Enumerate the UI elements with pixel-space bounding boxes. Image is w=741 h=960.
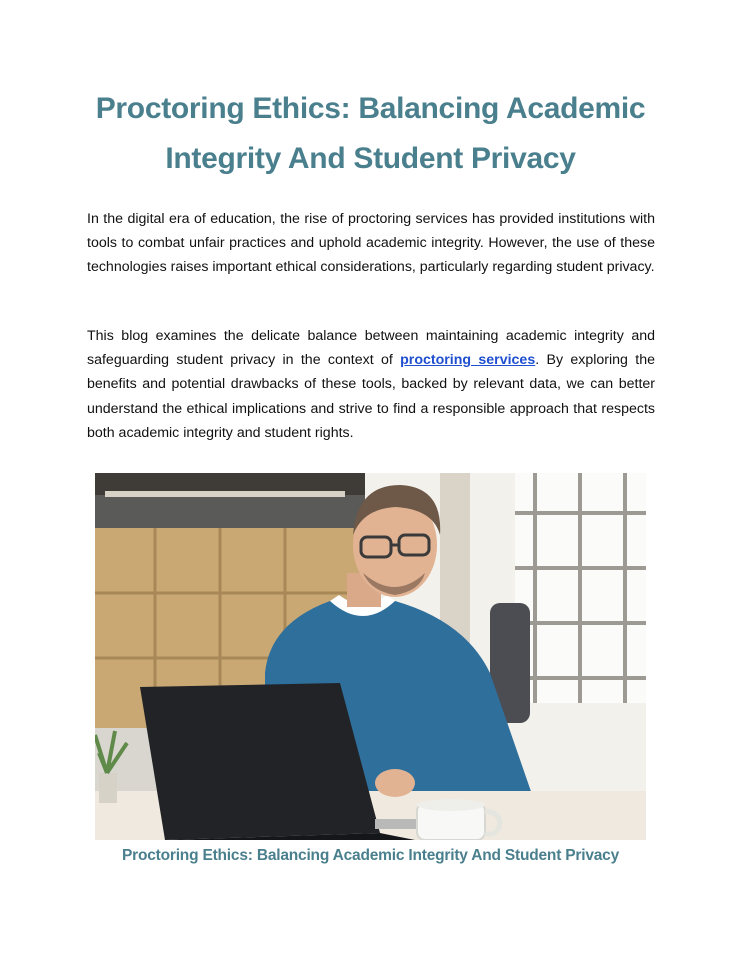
article-photo <box>95 473 646 840</box>
intro-paragraph <box>87 207 655 280</box>
man-at-laptop-illustration <box>95 473 646 840</box>
blog-paragraph-text-start: This blog examines the delicate balance between maintaining academic integrity and safeguarding student privacy in the context of <box>87 328 655 369</box>
page-title: Proctoring Ethics: Balancing Academic Integrity And Student Privacy <box>95 92 646 175</box>
proctoring-services-link[interactable]: proctoring services <box>400 352 536 369</box>
blog-paragraph-text-end: . By exploring the benefits and potential drawbacks of these tools, backed by relevant data, we can better understand the ethical implications and strive to find a responsible approach that respects both academic integrity and student rights. <box>87 352 655 441</box>
photo-caption: Proctoring Ethics: Balancing Academic Integrity And Student Privacy <box>121 847 620 864</box>
blog-paragraph <box>87 324 655 445</box>
intro-paragraph-text: In the digital era of education, the rise of proctoring services has provided institutions with tools to combat unfair practices and uphold academic integrity. However, the use of these technologies raises important ethical considerations, particularly regarding student privacy. <box>87 211 655 276</box>
